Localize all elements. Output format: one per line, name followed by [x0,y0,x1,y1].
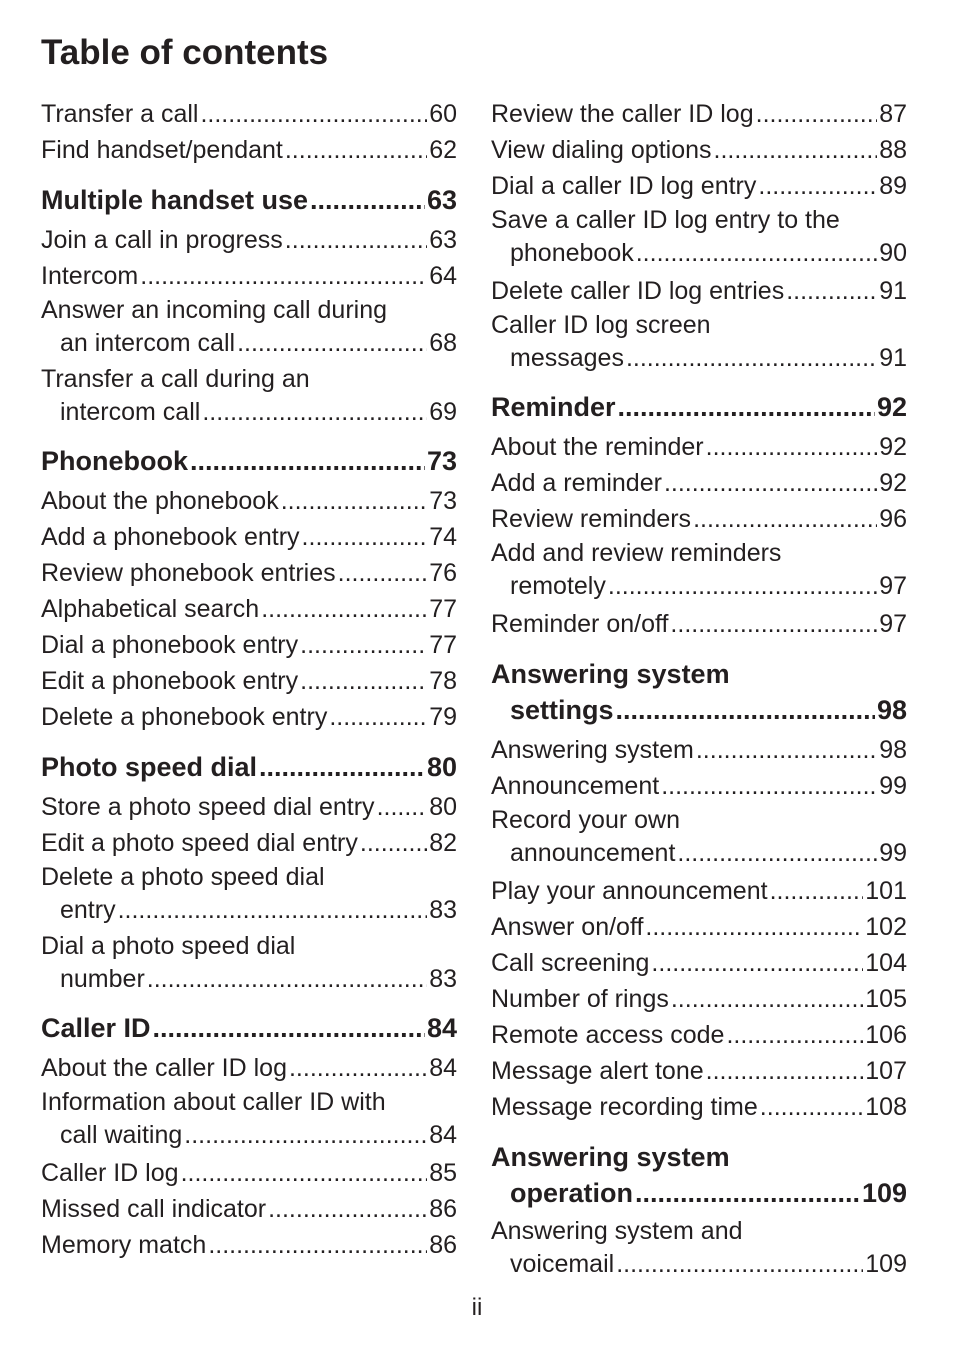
toc-entry-label: phonebook [510,239,634,267]
toc-left-column [41,96,457,1263]
toc-entry-label-line1: Caller ID log screen [491,311,711,339]
toc-entry[interactable] [41,1191,457,1227]
dot-leader [300,627,427,663]
toc-entry[interactable] [41,483,457,519]
toc-section-heading[interactable] [491,656,907,728]
toc-entry-label: call waiting [60,1121,183,1149]
toc-entry[interactable] [41,96,457,132]
toc-section-heading[interactable] [41,749,457,785]
toc-entry-page: 108 [865,1093,907,1121]
toc-entry[interactable] [491,309,907,375]
toc-entry-label: Answering system [491,736,694,764]
toc-entry[interactable] [41,1227,457,1263]
dot-leader [118,894,428,927]
toc-entry-page: 97 [879,572,907,600]
toc-entry[interactable] [491,1215,907,1281]
toc-heading-label: settings [510,695,614,725]
toc-heading-label: Phonebook [41,446,188,476]
toc-entry-page: 76 [429,559,457,587]
toc-entry-label-line1: Delete a photo speed dial [41,863,325,891]
dot-leader [360,825,427,861]
toc-entry-page: 83 [429,896,457,924]
dot-leader [726,1017,863,1053]
toc-entry-page: 102 [865,913,907,941]
toc-entry-label-line1: Save a caller ID log entry to the [491,206,840,234]
toc-entry-label: Number of rings [491,985,669,1013]
toc-entry-page: 99 [879,772,907,800]
toc-entry-label-line1: Record your own [491,806,680,834]
toc-entry[interactable] [41,222,457,258]
dot-leader [670,606,877,642]
toc-entry-label: entry [60,896,116,924]
toc-entry-page: 98 [879,736,907,764]
dot-leader [756,96,878,132]
toc-entry-page: 86 [429,1195,457,1223]
dot-leader [289,1050,427,1086]
toc-entry[interactable] [491,606,907,642]
dot-leader [671,981,863,1017]
toc-entry-label: remotely [510,572,606,600]
toc-entry-page: 99 [879,839,907,867]
dot-leader [329,699,427,735]
toc-section-heading[interactable] [41,1010,457,1046]
dot-leader [377,789,428,825]
toc-entry-page: 68 [429,329,457,357]
toc-entry-page: 63 [429,226,457,254]
toc-entry[interactable] [41,1155,457,1191]
toc-entry-label: announcement [510,839,676,867]
dot-leader [285,222,427,258]
toc-entry[interactable] [491,273,907,309]
dot-leader [181,1155,428,1191]
toc-entry[interactable] [491,204,907,270]
toc-entry-page: 87 [879,100,907,128]
toc-entry[interactable] [491,768,907,804]
toc-entry-label: Intercom [41,262,139,290]
dot-leader [202,396,427,429]
toc-entry[interactable] [491,732,907,768]
toc-entry-page: 88 [879,136,907,164]
toc-entry-label: Remote access code [491,1021,725,1049]
page-title: Table of contents [41,33,329,72]
toc-entry[interactable] [491,537,907,603]
toc-entry-label-line1: Add and review reminders [491,539,782,567]
toc-entry[interactable] [41,861,457,927]
toc-entry-label: messages [510,344,624,372]
toc-entry[interactable] [41,699,457,735]
dot-leader [259,749,425,785]
toc-entry[interactable] [491,1017,907,1053]
toc-section-heading[interactable] [491,1139,907,1211]
toc-entry-label: Review phonebook entries [41,559,336,587]
toc-entry-page: 74 [429,523,457,551]
dot-leader [706,429,878,465]
toc-entry-page: 60 [429,100,457,128]
toc-entry[interactable] [41,789,457,825]
toc-entry-page: 92 [879,469,907,497]
dot-leader [626,342,877,375]
page-number: ii [471,1294,483,1321]
toc-heading-page: 98 [876,695,907,725]
toc-entry-label: Find handset/pendant [41,136,283,164]
dot-leader [608,570,877,603]
toc-entry[interactable] [41,663,457,699]
toc-entry-label: Edit a photo speed dial entry [41,829,358,857]
toc-entry[interactable] [491,945,907,981]
dot-leader [140,258,427,294]
dot-leader [664,465,877,501]
toc-entry[interactable] [41,1050,457,1086]
toc-heading-page: 73 [426,446,457,476]
dot-leader [261,591,427,627]
toc-entry-label: About the phonebook [41,487,279,515]
dot-leader [208,1227,427,1263]
dot-leader [153,1010,425,1046]
toc-entry[interactable] [491,132,907,168]
toc-entry-label: View dialing options [491,136,712,164]
dot-leader [636,237,877,270]
toc-entry-page: 80 [429,793,457,821]
toc-entry-page: 77 [429,595,457,623]
toc-entry-page: 105 [865,985,907,1013]
toc-entry-page: 109 [865,1250,907,1278]
toc-heading-label: Reminder [491,392,616,422]
toc-entry-page: 84 [429,1121,457,1149]
dot-leader [616,692,875,728]
toc-entry-label: Answer on/off [491,913,644,941]
dot-leader [616,1248,863,1281]
toc-entry[interactable] [491,429,907,465]
toc-entry-label-line1: Answering system and [491,1217,743,1245]
dot-leader [714,132,878,168]
toc-entry-page: 104 [865,949,907,977]
toc-entry-label: Store a photo speed dial entry [41,793,375,821]
toc-entry-label: Missed call indicator [41,1195,267,1223]
toc-entry-label: Dial a caller ID log entry [491,172,757,200]
toc-entry-label: Play your announcement [491,877,768,905]
toc-entry-page: 107 [865,1057,907,1085]
toc-entry-page: 69 [429,398,457,426]
toc-entry-label: Alphabetical search [41,595,260,623]
dot-leader [285,132,427,168]
toc-entry-page: 84 [429,1054,457,1082]
toc-entry-page: 91 [879,277,907,305]
dot-leader [300,663,427,699]
dot-leader [760,1089,863,1125]
toc-entry[interactable] [491,909,907,945]
toc-entry-page: 89 [879,172,907,200]
toc-entry-label: Call screening [491,949,650,977]
toc-entry-label: Caller ID log [41,1159,179,1187]
toc-entry[interactable] [41,591,457,627]
dot-leader [200,96,427,132]
toc-entry-label: Review the caller ID log [491,100,754,128]
toc-entry-label: Add a reminder [491,469,662,497]
dot-leader [184,1119,427,1152]
dot-leader [618,389,875,425]
toc-entry-page: 85 [429,1159,457,1187]
toc-entry[interactable] [491,981,907,1017]
toc-entry-label: Memory match [41,1231,207,1259]
toc-entry-page: 73 [429,487,457,515]
dot-leader [651,945,863,981]
toc-entry[interactable] [491,804,907,870]
toc-entry-page: 92 [879,433,907,461]
toc-heading-label: operation [510,1178,634,1208]
toc-entry-page: 90 [879,239,907,267]
toc-heading-label: Caller ID [41,1013,151,1043]
toc-entry-label: Message recording time [491,1093,758,1121]
toc-entry[interactable] [491,168,907,204]
dot-leader [302,519,428,555]
dot-leader [758,168,877,204]
toc-entry-label-line1: Dial a photo speed dial [41,932,296,960]
toc-entry-label: Announcement [491,772,660,800]
toc-entry-label: an intercom call [60,329,236,357]
toc-entry-page: 78 [429,667,457,695]
dot-leader [190,443,425,479]
toc-entry-page: 101 [865,877,907,905]
toc-entry-label-line1: Answer an incoming call during [41,296,388,324]
toc-entry-label: Delete a phonebook entry [41,703,328,731]
toc-entry-page: 97 [879,610,907,638]
toc-entry[interactable] [41,519,457,555]
toc-heading-label: Photo speed dial [41,752,258,782]
toc-heading-label-line1: Answering system [491,1142,730,1172]
toc-entry[interactable] [491,96,907,132]
toc-right-column [491,96,907,1284]
dot-leader [338,555,428,591]
toc-entry[interactable] [41,258,457,294]
toc-entry-page: 64 [429,262,457,290]
toc-entry-page: 79 [429,703,457,731]
toc-entry-label-line1: Transfer a call during an [41,365,310,393]
toc-entry-label: Reminder on/off [491,610,669,638]
toc-entry[interactable] [41,627,457,663]
toc-entry-label: Transfer a call [41,100,199,128]
toc-entry[interactable] [41,555,457,591]
toc-entry-label: Add a phonebook entry [41,523,300,551]
toc-entry[interactable] [491,873,907,909]
toc-entry-label: Join a call in progress [41,226,283,254]
toc-entry-label: About the reminder [491,433,704,461]
dot-leader [645,909,863,945]
dot-leader [661,768,877,804]
toc-entry-page: 86 [429,1231,457,1259]
toc-entry[interactable] [41,363,457,429]
toc-entry-label-line1: Information about caller ID with [41,1088,386,1116]
toc-entry-label: number [60,965,145,993]
toc-entry-label: voicemail [510,1250,615,1278]
toc-heading-label-line1: Answering system [491,659,730,689]
toc-entry[interactable] [491,465,907,501]
dot-leader [147,963,427,996]
dot-leader [786,273,877,309]
dot-leader [635,1175,860,1211]
toc-section-heading[interactable] [491,389,907,425]
toc-entry-label: Edit a phonebook entry [41,667,299,695]
toc-heading-page: 84 [426,1013,457,1043]
toc-entry-label: About the caller ID log [41,1054,287,1082]
dot-leader [696,732,877,768]
dot-leader [706,1053,864,1089]
toc-entry-label: Message alert tone [491,1057,704,1085]
toc-entry-label: Review reminders [491,505,692,533]
toc-entry[interactable] [491,501,907,537]
toc-entry-label: Dial a phonebook entry [41,631,299,659]
toc-entry-page: 83 [429,965,457,993]
toc-entry-page: 96 [879,505,907,533]
dot-leader [310,182,425,218]
toc-entry[interactable] [41,1086,457,1152]
toc-section-heading[interactable] [41,182,457,218]
toc-entry[interactable] [41,132,457,168]
dot-leader [770,873,864,909]
toc-entry[interactable] [41,825,457,861]
toc-heading-page: 80 [426,752,457,782]
toc-heading-label: Multiple handset use [41,185,309,215]
toc-entry[interactable] [491,1053,907,1089]
toc-section-heading[interactable] [41,443,457,479]
toc-heading-page: 63 [426,185,457,215]
dot-leader [281,483,427,519]
toc-entry-page: 77 [429,631,457,659]
toc-entry-label: intercom call [60,398,201,426]
dot-leader [693,501,877,537]
toc-heading-page: 109 [861,1178,907,1208]
toc-heading-page: 92 [876,392,907,422]
toc-entry-label: Delete caller ID log entries [491,277,785,305]
dot-leader [677,837,877,870]
toc-entry-page: 82 [429,829,457,857]
dot-leader [237,327,427,360]
toc-entry[interactable] [41,930,457,996]
toc-entry-page: 91 [879,344,907,372]
toc-entry-page: 106 [865,1021,907,1049]
toc-entry[interactable] [41,294,457,360]
toc-entry[interactable] [491,1089,907,1125]
dot-leader [268,1191,427,1227]
toc-entry-page: 62 [429,136,457,164]
